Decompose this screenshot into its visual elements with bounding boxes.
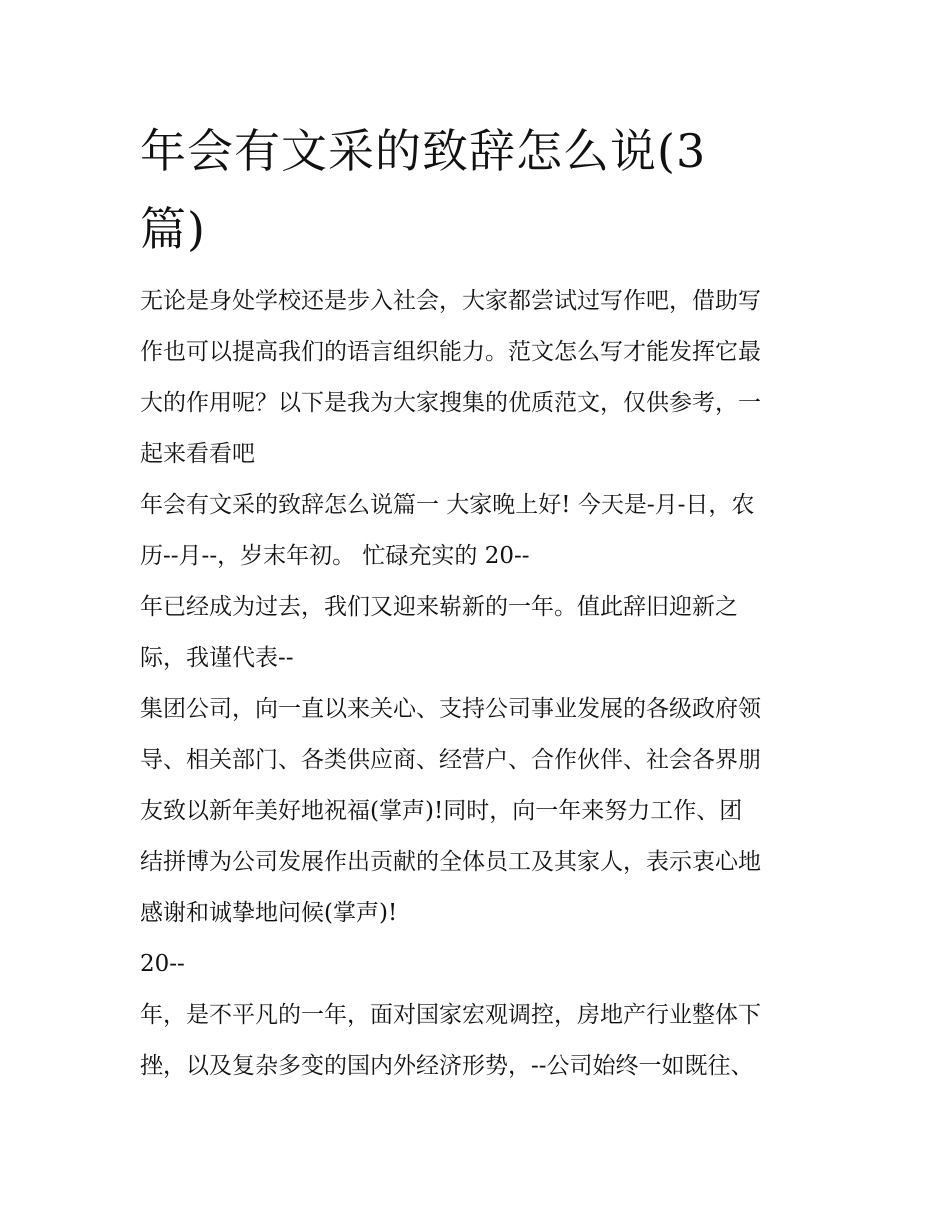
body-line: 年已经成为过去，我们又迎来崭新的一年。值此辞旧迎新之 [140, 594, 738, 620]
body-line: 友致以新年美好地祝福(掌声)!同时，向一年来努力工作、团 [140, 798, 743, 824]
body-line: 作也可以提高我们的语言组织能力。范文怎么写才能发挥它最 [140, 339, 761, 365]
body-line: 年，是不平凡的一年，面对国家宏观调控，房地产行业整体下 [140, 1002, 761, 1028]
body-line: 结拼博为公司发展作出贡献的全体员工及其家人，表示衷心地 [140, 849, 761, 875]
body-line: 无论是身处学校还是步入社会，大家都尝试过写作吧，借助写 [140, 288, 761, 314]
body-line: 20-- [140, 951, 185, 977]
document-title [140, 112, 780, 268]
body-line: 集团公司，向一直以来关心、支持公司事业发展的各级政府领 [140, 696, 761, 722]
body-line: 际，我谨代表-- [140, 645, 294, 671]
body-line: 挫，以及复杂多变的国内外经济形势，--公司始终一如既往、 [140, 1053, 754, 1079]
body-line: 年会有文采的致辞怎么说篇一 大家晚上好! 今天是-月-日，农 [140, 492, 755, 518]
title-line: 年会有文采的致辞怎么说(3 [140, 124, 707, 178]
body-line: 感谢和诚挚地问候(掌声)! [140, 900, 398, 926]
body-line: 大的作用呢？以下是我为大家搜集的优质范文，仅供参考，一 [140, 390, 761, 416]
document-body [140, 276, 820, 1092]
body-line: 导、相关部门、各类供应商、经营户、合作伙伴、社会各界朋 [140, 747, 761, 773]
title-line: 篇) [140, 202, 206, 256]
body-line: 起来看看吧 [140, 441, 255, 467]
body-line: 历--月--，岁末年初。 忙碌充实的 20-- [140, 543, 530, 569]
